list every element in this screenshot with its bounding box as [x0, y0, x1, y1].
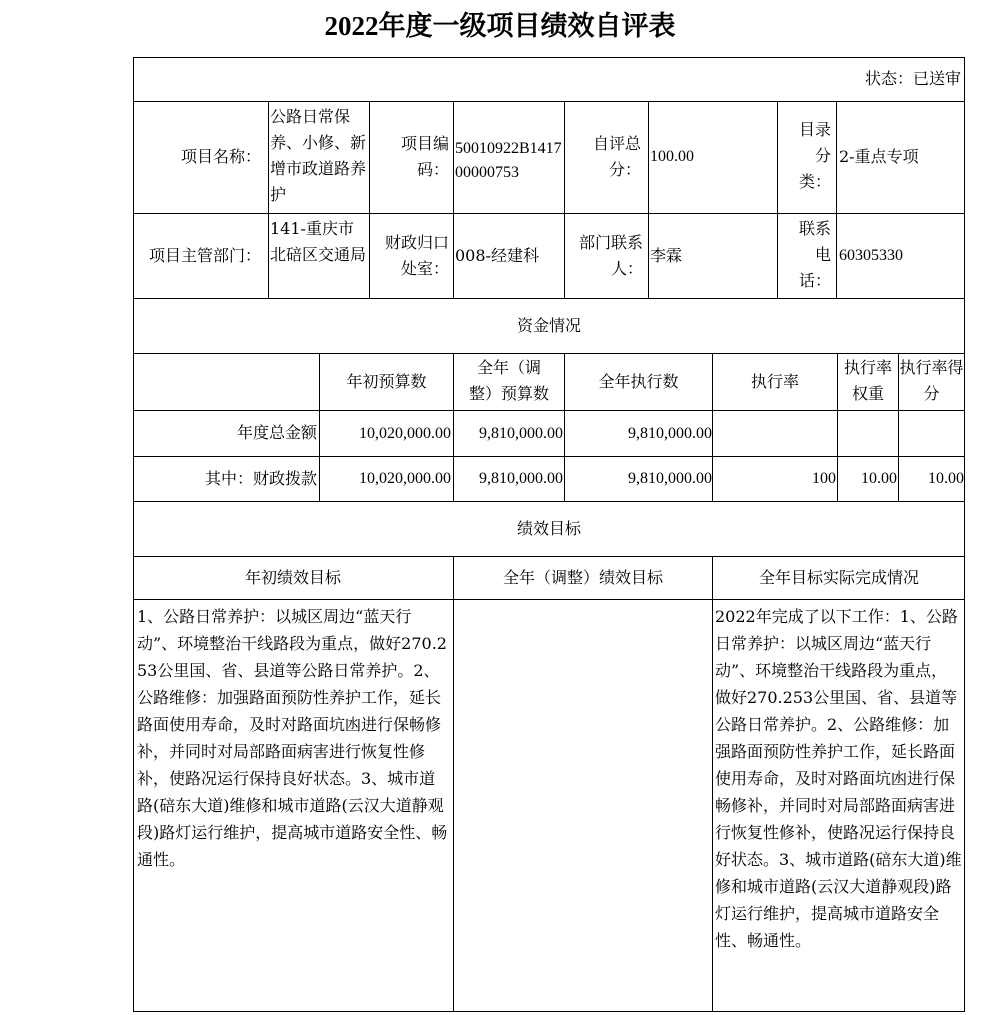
status-text: 状态：已送审: [864, 69, 961, 88]
phone-label: 联系电话：: [798, 219, 831, 290]
page-title: 2022年度一级项目绩效自评表: [324, 11, 676, 41]
funds-cell: 9,810,000.00: [628, 425, 712, 442]
self-score-value: 100.00: [650, 148, 694, 165]
self-score-label: 自评总分：: [592, 134, 641, 179]
project-name-label: 项目名称：: [180, 147, 261, 166]
goals-header-initial: 年初绩效目标: [244, 568, 341, 587]
category-value: 2-重点专项: [839, 147, 919, 166]
funds-header-executed: 全年执行数: [598, 372, 679, 391]
funds-cell: 9,810,000.00: [628, 470, 712, 487]
finance-office-value: 008-经建科: [455, 246, 539, 265]
dept-value: 141-重庆市北碚区交通局: [270, 219, 367, 264]
contact-label: 部门联系人：: [578, 233, 643, 278]
funds-row-label: 其中：财政拨款: [204, 469, 317, 488]
funds-cell: 10,020,000.00: [359, 470, 451, 487]
dept-label: 项目主管部门：: [148, 246, 261, 265]
funds-cell: 10,020,000.00: [359, 425, 451, 442]
goals-initial-text: 1、公路日常养护：以城区周边“蓝天行动”、环境整治干线路段为重点，做好270.253公里国、省、县道等公路日常养护。2、公路维修：加强路面预防性养护工作，延长路面使用寿命，及时对路面坑凼进行保畅修补，并同时对局部路面病害进行恢复性修补，使路况运行保持良好状态。3、城市道路(碚东大道)维修和城市道路(云汉大道静观段)路灯运行维护，提高城市道路安全性、畅通性。: [137, 607, 448, 869]
funds-section-title: 资金情况: [516, 316, 581, 335]
goals-section-title: 绩效目标: [516, 519, 581, 538]
funds-header-adjusted-budget: 全年（调整）预算数: [468, 358, 549, 403]
project-name-value: 公路日常保养、小修、新增市政道路养护: [270, 107, 367, 204]
project-code-label: 项目编码：: [400, 134, 449, 179]
goals-header-adjusted: 全年（调整）绩效目标: [502, 568, 663, 587]
funds-header-initial-budget: 年初预算数: [346, 372, 427, 391]
contact-value: 李霖: [650, 246, 683, 265]
funds-cell: 10.00: [861, 470, 897, 487]
goals-actual-text: 2022年完成了以下工作：1、公路日常养护：以城区周边“蓝天行动”、环境整治干线路段为重点，做好270.253公里国、省、县道等公路日常养护。2、公路维修：加强路面预防性养护工作，延长路面使用寿命，及时对路面坑凼进行保畅修补，并同时对局部路面病害进行恢复性修补，使路况运行保持良好状态。3、城市道路(碚东大道)维修和城市道路(云汉大道静观段)路灯运行维护，提高城市道路安全性、畅通性。: [715, 607, 962, 950]
funds-cell: 100: [812, 470, 836, 487]
funds-header-rate-score: 执行率得分: [899, 358, 964, 403]
funds-cell: 9,810,000.00: [479, 425, 563, 442]
phone-value: 60305330: [839, 247, 903, 264]
funds-header-rate-weight: 执行率权重: [843, 358, 892, 403]
evaluation-table: [133, 57, 965, 1012]
funds-cell: 9,810,000.00: [479, 470, 563, 487]
finance-office-label: 财政归口处室：: [384, 233, 449, 278]
category-label: 目录分类：: [798, 120, 831, 191]
funds-row-label: 年度总金额: [236, 423, 317, 442]
goals-header-actual: 全年目标实际完成情况: [758, 568, 919, 587]
project-code-value: 50010922B141700000753: [455, 140, 562, 181]
funds-header-exec-rate: 执行率: [750, 372, 799, 391]
funds-cell: 10.00: [928, 470, 964, 487]
